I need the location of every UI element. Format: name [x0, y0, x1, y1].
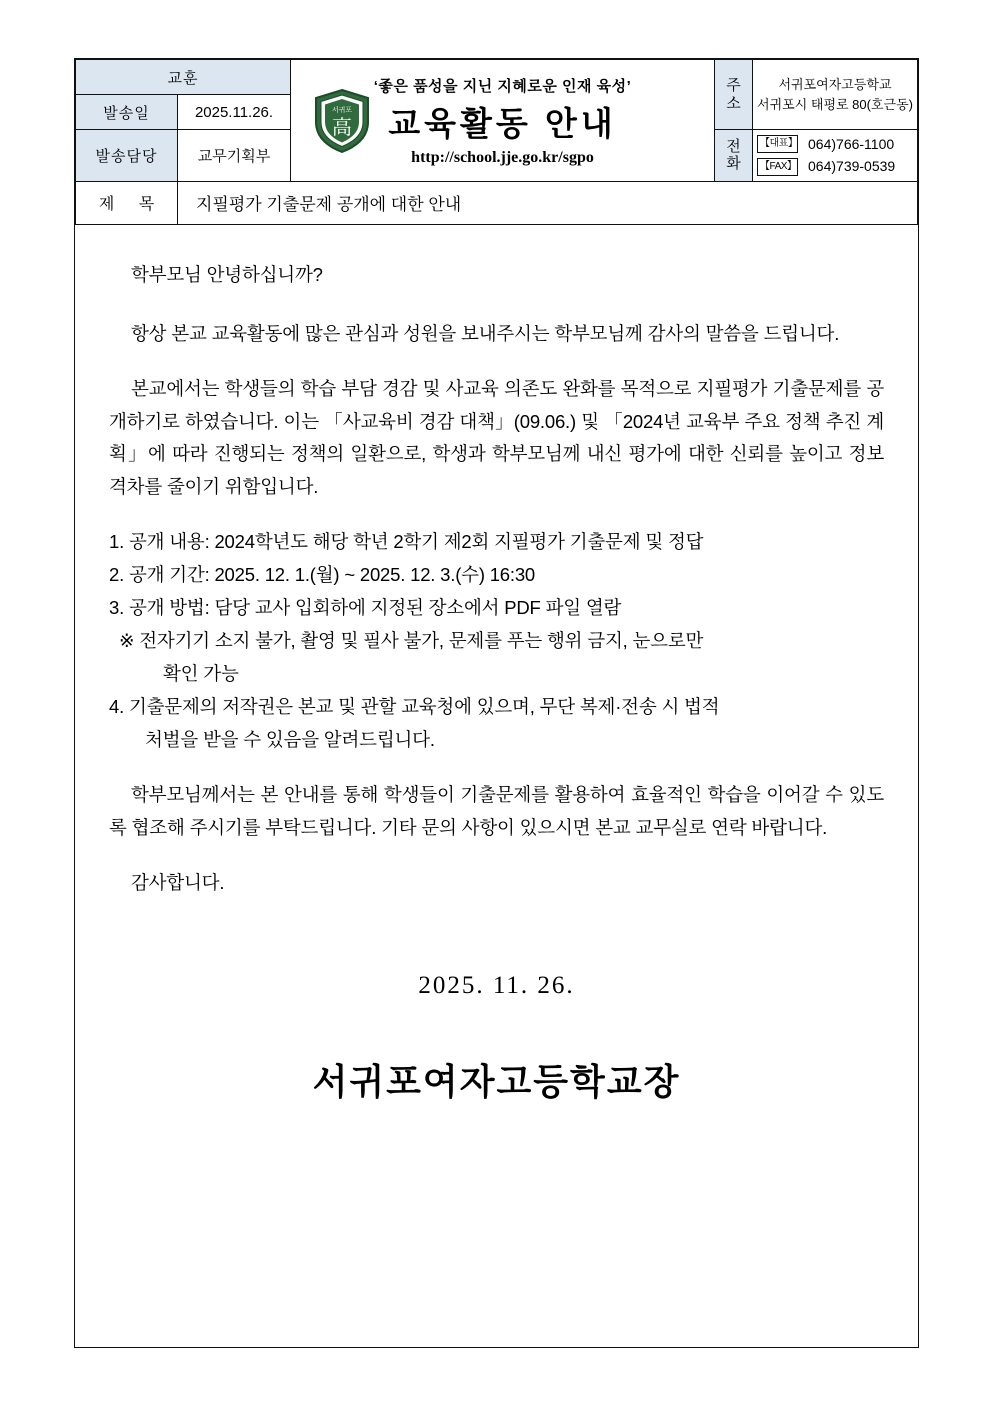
- motto-label: 교훈: [76, 60, 291, 95]
- subject-value: 지필평가 기출문제 공개에 대한 안내: [178, 181, 918, 224]
- address-label: [715, 60, 753, 130]
- phone-row-fax: [757, 155, 913, 177]
- address-line-1: 서귀포여자고등학교: [778, 77, 892, 92]
- closing-paragraph: 감사합니다.: [131, 871, 225, 893]
- sender-label: 발송담당: [76, 130, 178, 182]
- subject-label: 제 목: [76, 181, 178, 224]
- svg-text:서귀포: 서귀포: [331, 107, 353, 114]
- document-date: 2025. 11. 26.: [418, 971, 575, 999]
- paragraph-1: 항상 본교 교육활동에 많은 관심과 성원을 보내주시는 학부모님께 감사의 말씀을 드립니다.: [131, 322, 840, 344]
- address-line-2: 서귀포시 태평로 80(호근동): [757, 96, 913, 112]
- list-item-1: 1. 공개 내용: 2024학년도 해당 학년 2학기 제2회 지필평가 기출문제 및 정답: [109, 531, 704, 553]
- document-title: 교육활동 안내: [388, 105, 617, 143]
- school-tagline: ‘좋은 품성을 지닌 지혜로운 인재 육성’: [373, 78, 632, 96]
- document-body: [75, 225, 918, 1114]
- address-value: [753, 60, 918, 130]
- document-header-table: [75, 59, 918, 225]
- spacer: [109, 757, 884, 779]
- list-item-4-continued: 처벌을 받을 수 있음을 알려드립니다.: [145, 728, 435, 750]
- phone-number-fax: 064)739-0539: [808, 158, 896, 175]
- list-item-3: 3. 공개 방법: 담당 교사 입회하에 지정된 장소에서 PDF 파일 열람: [109, 597, 622, 619]
- phone-number-main: 064)766-1100: [808, 136, 895, 152]
- phone-label: [715, 130, 753, 182]
- sender-value: 교무기획부: [178, 130, 291, 182]
- document-page: [74, 58, 919, 1348]
- signature-line: 서귀포여자고등학교장: [312, 1061, 681, 1103]
- school-crest-icon: [313, 88, 371, 154]
- school-url: http://school.jje.go.kr/sgpo: [411, 149, 594, 167]
- list-item-3-note: ※ 전자기기 소지 불가, 촬영 및 필사 불가, 문제를 푸는 행위 금지, 눈으로만: [119, 630, 704, 652]
- list-item-3-note-continued: 확인 가능: [163, 663, 239, 684]
- send-date-value: 2025.11.26.: [178, 95, 291, 130]
- address-label-char-1: 주: [726, 77, 741, 95]
- phone-label-char-1: 전: [726, 138, 741, 156]
- phone-tag-fax: 【FAX】: [757, 158, 798, 176]
- greeting-paragraph: 학부모님 안녕하십니까?: [131, 263, 323, 285]
- list-item-2: 2. 공개 기간: 2025. 12. 1.(월) ~ 2025. 12. 3.(수) 16:30: [109, 564, 536, 586]
- phone-label-char-2: 화: [726, 155, 741, 173]
- title-block: [291, 60, 715, 182]
- phone-row-main: [757, 133, 913, 155]
- phone-tag-main: 【대표】: [757, 135, 798, 153]
- svg-text:高: 高: [332, 117, 353, 139]
- phone-values: [753, 130, 918, 182]
- paragraph-2: 본교에서는 학생들의 학습 부담 경감 및 사교육 의존도 완화를 목적으로 지필평가 기출문제를 공개하기로 하였습니다. 이는 「사교육비 경감 대책」(09.06.) 및 「2024년 교육부 주요 정책 추진 계획」에 따라 진행되는 정책의 일환으로, 학생과 학부모님께 내신 평가에 대한 신뢰를 높이고 정보 격차를 줄이기 위함입니다.: [109, 377, 884, 498]
- list-item-4: 4. 기출문제의 저작권은 본교 및 관할 교육청에 있으며, 무단 복제·전송 시 법적: [109, 695, 720, 717]
- send-date-label: 발송일: [76, 95, 178, 130]
- address-label-char-2: 소: [726, 94, 741, 112]
- notice-list: [109, 526, 884, 756]
- paragraph-3: 학부모님께서는 본 안내를 통해 학생들이 기출문제를 활용하여 효율적인 학습을 이어갈 수 있도록 협조해 주시기를 부탁드립니다. 기타 문의 사항이 있으시면 본교 교무실로 연락 바랍니다.: [109, 783, 884, 838]
